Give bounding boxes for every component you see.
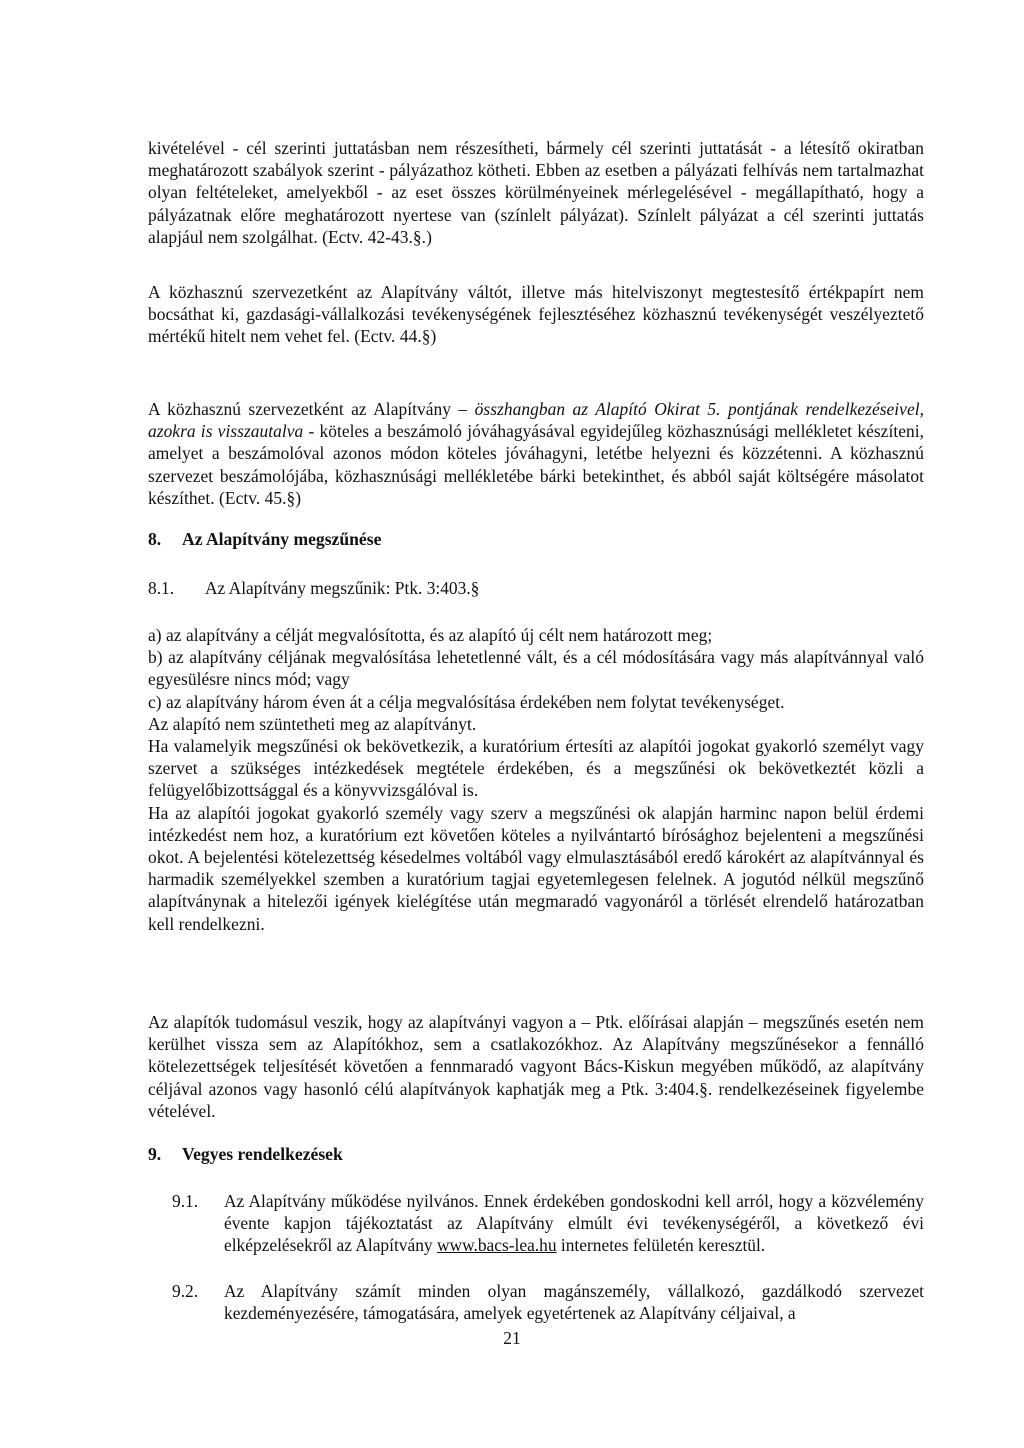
list-note-birosag: Ha az alapítói jogokat gyakorló személy vagy szerv a megszűnési ok alapján harminc napon belül érdemi intézkedést nem hoz, a kuratórium ezt követően köteles a nyilvántartó bírósághoz bejelenteni a megszűnési okot. A bejelentési kötelezettség késedelmes voltából vagy elmulasztásából eredő károkért az alapítvánnyal és harmadik személyekkel szemben a kuratórium tagjai egyetemlegesen felelnek. A jogutód nélkül megszűnő alapítványnak a hitelezői igények kielégítése után megmaradó vagyonáról a törlését elrendelő határozatban kell rendelkezni. — [148, 802, 924, 934]
subsection-title: Az Alapítvány megszűnik: Ptk. 3:403.§ — [205, 578, 480, 598]
website-link[interactable]: www.bacs-lea.hu — [436, 1235, 557, 1256]
paragraph-text-start: A közhasznú szervezetként az Alapítvány – — [148, 399, 475, 419]
section-heading-8 — [148, 528, 381, 550]
list-note-alapito: Az alapító nem szüntetheti meg az alapítványt. — [148, 713, 477, 734]
section-heading-9 — [148, 1143, 343, 1165]
paragraph-text: kivételével - cél szerinti juttatásban nem részesítheti, bármely cél szerinti juttatását - a létesítő okiratban meghatározott szabályok szerint - pályázathoz kötheti. Ebben az esetben a pályázati felhívás nem tartalmazhat olyan feltételeket, amelyekből - az eset összes körülményeinek mérlegelésével - megállapítható, hogy a pályázatnak előre meghatározott nyertese van (színlelt pályázat). Színlelt pályázat a cél szerinti juttatás alapjául nem szolgálhat. (Ectv. 42-43.§.) — [148, 138, 924, 247]
paragraph-kozhasznusagi-melleklet — [148, 398, 924, 509]
section-title: Az Alapítvány megszűnése — [182, 529, 382, 549]
section-number: 9. — [148, 1144, 162, 1164]
item-9-2 — [172, 1280, 924, 1324]
page-number: 21 — [503, 1328, 521, 1348]
item-body — [224, 1280, 924, 1324]
paragraph-text: Az alapítók tudomásul veszik, hogy az alapítványi vagyon a – Ptk. előírásai alapján – megszűnés esetén nem kerülhet vissza sem az Alapítókhoz, sem a csatlakozókhoz. Az Alapítvány megszűnésekor a fennálló kötelezettségek teljesítését követően a fennmaradó vagyont Bács-Kiskun megyében működő, az alapítvány céljával azonos vagy hasonló célú alapítványok kaphatják meg a Ptk. 3:404.§. rendelkezéseinek figyelembe vételével. — [148, 1012, 924, 1121]
paragraph-text-end: - köteles a beszámoló jóváhagyásával egyidejűleg közhasznúsági mellékletet készíteni, amelyet a beszámolóval azonos módon köteles jóváhagyni, letétbe helyezni és közzétenni. A közhasznú szervezet beszámolójába, közhasznúsági mellékletébe bárki betekinthet, és abból saját költségére másolatot készíthet. (Ectv. 45.§) — [148, 421, 924, 508]
paragraph-ertekpapir — [148, 281, 924, 348]
item-body — [224, 1190, 924, 1257]
section-number: 8. — [148, 529, 162, 549]
item-text: Az Alapítvány számít minden olyan magánszemély, vállalkozó, gazdálkodó szervezet kezdeményezésére, támogatására, amelyek egyetértenek az Alapítvány céljaival, a — [224, 1281, 924, 1324]
list-note-kuratorium: Ha valamelyik megszűnési ok bekövetkezik, a kuratórium értesíti az alapítói jogokat gyakorló személyt vagy szervet a szükséges intézkedések megtétele érdekében, és a megszűnési ok bekövetkeztét közli a felügyelőbizottsággal és a könyvvizsgálóval is. — [148, 736, 924, 801]
subsection-number: 8.1. — [148, 578, 175, 598]
list-item-a: a) az alapítvány a célját megvalósította, és az alapító új célt nem határozott meg; — [148, 625, 713, 645]
subsection-heading-8-1 — [148, 577, 479, 599]
list-item-b: b) az alapítvány céljának megvalósítása lehetetlenné vált, és a cél módosítására vagy más alapítvánnyal való egyesülésre nincs mód; vagy — [148, 647, 924, 690]
paragraph-vagyon — [148, 1011, 924, 1122]
item-number: 9.1. — [172, 1191, 199, 1211]
section-title: Vegyes rendelkezések — [182, 1144, 343, 1164]
paragraph-pályázat — [148, 137, 924, 248]
paragraph-text: A közhasznú szervezetként az Alapítvány váltót, illetve más hitelviszonyt megtestesítő értékpapírt nem bocsáthat ki, gazdasági-vállalkozási tevékenységének fejlesztéséhez közhasznú tevékenységét veszélyeztető mértékű hitelt nem vehet fel. (Ectv. 44.§) — [148, 282, 924, 347]
item-text-after-link: internetes felületén keresztül. — [556, 1235, 766, 1256]
item-text-before-link: Az Alapítvány működése nyilvános. Ennek érdekében gondoskodni kell arról, hogy a közvélemény évente kapjon tájékoztatást az Alapítvány elmúlt évi tevékenységéről, a következő évi elképzelésekről az Alapítvány — [224, 1191, 924, 1256]
dissolution-list — [148, 624, 924, 935]
list-item-c: c) az alapítvány három éven át a célja megvalósítása érdekében nem folytat tevékenységet. — [148, 691, 785, 712]
item-9-1 — [172, 1190, 924, 1257]
paragraph-text-italic: összhangban az Alapító Okirat 5. pontjának rendelkezéseivel, azokra is visszautalva — [148, 399, 924, 442]
item-number: 9.2. — [172, 1281, 199, 1301]
